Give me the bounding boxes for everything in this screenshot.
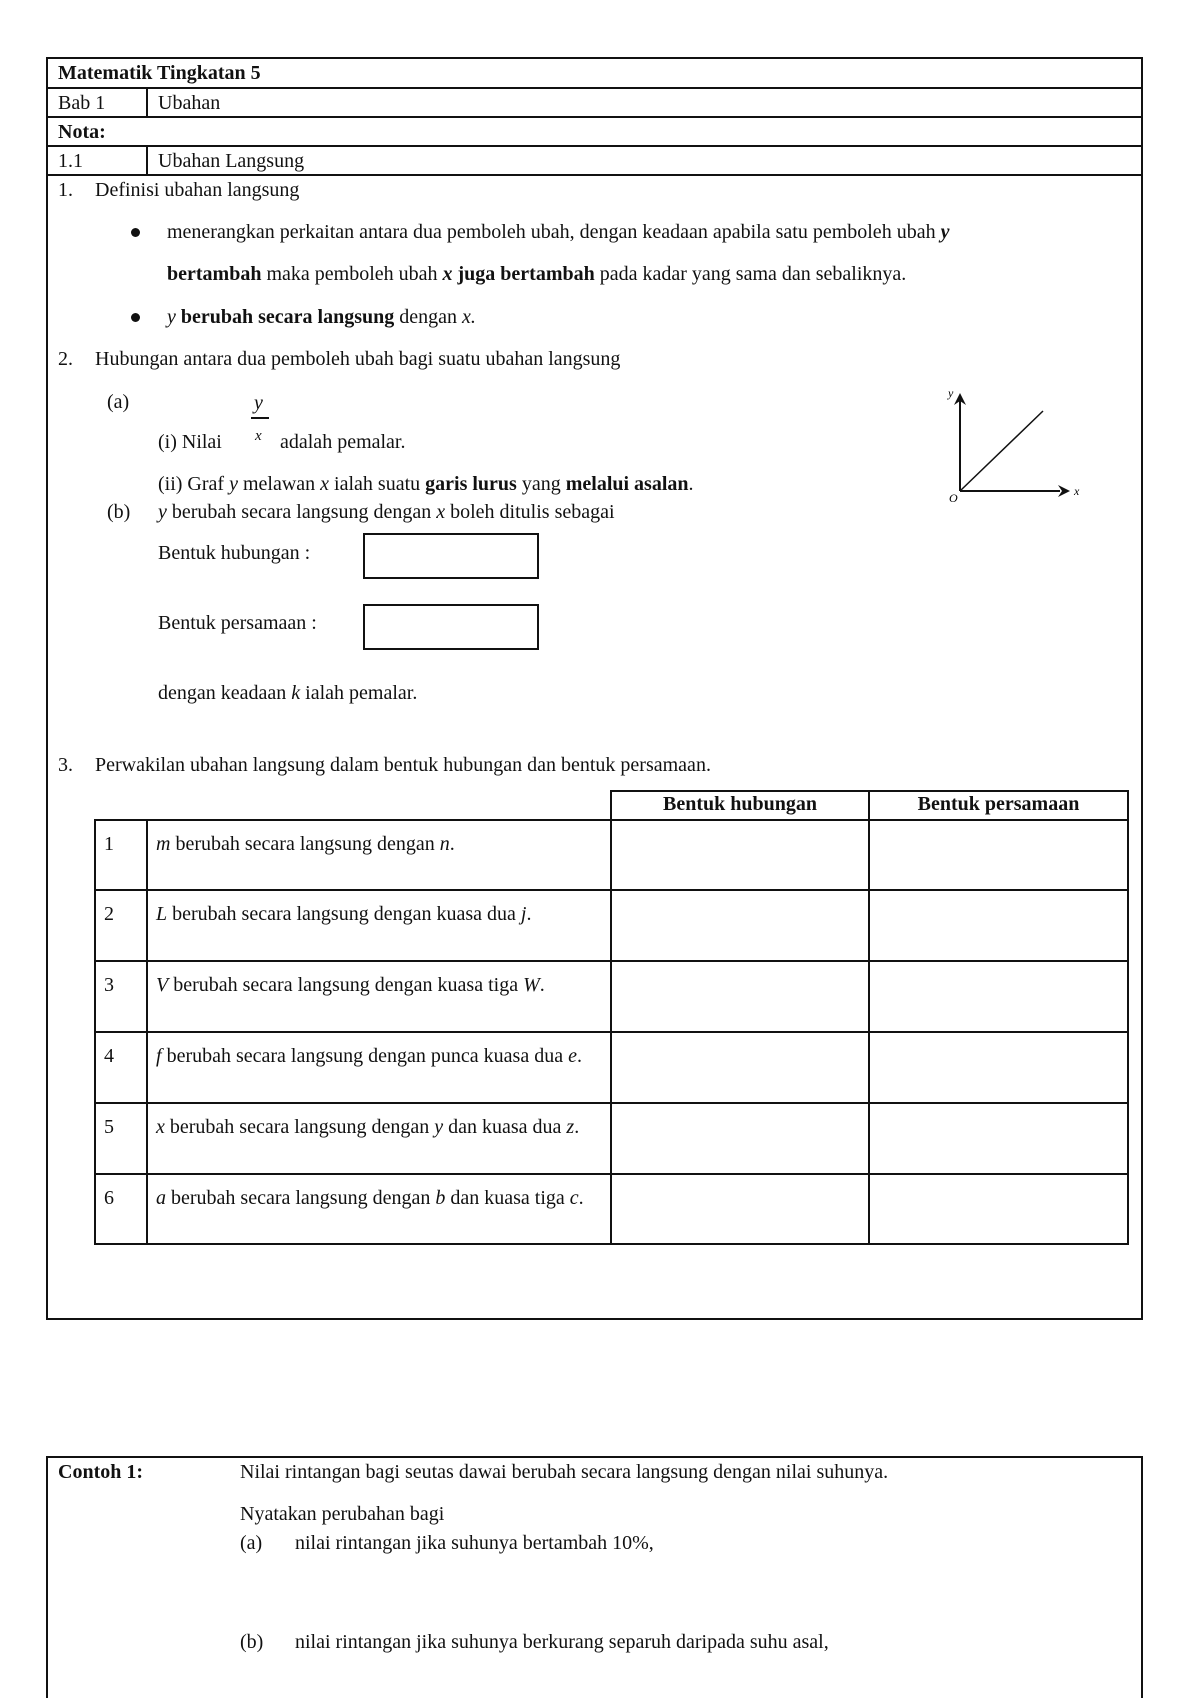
example-frame-top — [46, 1456, 1143, 1458]
frame-bottom — [46, 1318, 1143, 1320]
row-statement: m berubah secara langsung dengan n. — [147, 820, 611, 890]
part-b-text: y berubah secara langsung dengan x boleh ditulis sebagai — [158, 501, 615, 523]
point-2-number: 2. — [58, 348, 73, 370]
relation-answer-cell[interactable] — [611, 1032, 869, 1103]
representation-table — [94, 790, 1129, 1245]
example-part-a-label: (a) — [240, 1532, 263, 1554]
table-row — [95, 820, 1128, 890]
doc-title: Matematik Tingkatan 5 — [58, 62, 261, 84]
equation-answer-cell[interactable] — [869, 961, 1128, 1032]
bullet-icon — [131, 313, 140, 322]
section-number: 1.1 — [58, 150, 83, 172]
relation-answer-cell[interactable] — [611, 1103, 869, 1174]
row-statement: a berubah secara langsung dengan b dan kuasa tiga c. — [147, 1174, 611, 1244]
relation-answer-cell[interactable] — [611, 961, 869, 1032]
relation-answer-cell[interactable] — [611, 820, 869, 890]
definition-line-3: y berubah secara langsung dengan x. — [167, 306, 476, 328]
table-row — [95, 1174, 1128, 1244]
point-3-number: 3. — [58, 754, 73, 776]
frame-col-divider — [146, 87, 148, 117]
graph-direct-line — [960, 411, 1043, 491]
example-part-b-label: (b) — [240, 1631, 264, 1653]
row-number: 6 — [95, 1174, 147, 1244]
example-label: Contoh 1: — [58, 1461, 144, 1483]
equation-answer-cell[interactable] — [869, 1103, 1128, 1174]
equation-form-answer-box[interactable] — [363, 604, 539, 650]
section-name: Ubahan Langsung — [158, 150, 305, 172]
row-statement: x berubah secara langsung dengan y dan kuasa dua z. — [147, 1103, 611, 1174]
frame-top — [46, 57, 1143, 59]
example-statement: Nilai rintangan bagi seutas dawai berubah secara langsung dengan nilai suhunya. — [240, 1461, 889, 1483]
row-number: 1 — [95, 820, 147, 890]
relation-form-label: Bentuk hubungan : — [158, 542, 311, 564]
example-frame-left — [46, 1456, 48, 1698]
fraction-bar — [251, 417, 269, 419]
row-number: 5 — [95, 1103, 147, 1174]
graph-origin-label: O — [949, 491, 958, 505]
column-header-equation: Bentuk persamaan — [869, 791, 1128, 820]
table-row — [95, 1032, 1128, 1103]
part-a-label: (a) — [107, 391, 130, 413]
part-b-label: (b) — [107, 501, 131, 523]
column-header-relation: Bentuk hubungan — [611, 791, 869, 820]
point-3-title: Perwakilan ubahan langsung dalam bentuk hubungan dan bentuk persamaan. — [95, 754, 711, 776]
row-number: 2 — [95, 890, 147, 961]
equation-answer-cell[interactable] — [869, 1174, 1128, 1244]
definition-line-1: menerangkan perkaitan antara dua pemboleh ubah, dengan keadaan apabila satu pemboleh ubah y — [167, 221, 950, 243]
fraction-numerator: y — [254, 392, 263, 414]
bullet-icon — [131, 228, 140, 237]
notes-label: Nota: — [58, 121, 106, 143]
graph-x-label: x — [1074, 484, 1080, 498]
equation-answer-cell[interactable] — [869, 890, 1128, 961]
point-1-title: Definisi ubahan langsung — [95, 179, 300, 201]
point-2-title: Hubungan antara dua pemboleh ubah bagi suatu ubahan langsung — [95, 348, 621, 370]
example-intro: Nyatakan perubahan bagi — [240, 1503, 445, 1525]
table-header-row — [95, 791, 1128, 820]
example-part-a-text: nilai rintangan jika suhunya bertambah 10%, — [295, 1532, 654, 1554]
chapter-name: Ubahan — [158, 92, 221, 114]
direct-variation-graph — [940, 385, 1110, 515]
point-1-number: 1. — [58, 179, 73, 201]
frame-right — [1141, 57, 1143, 1320]
part-a-i-label: (i) Nilai — [158, 431, 222, 453]
relation-answer-cell[interactable] — [611, 1174, 869, 1244]
graph-y-label: y — [948, 386, 954, 400]
row-statement: L berubah secara langsung dengan kuasa dua j. — [147, 890, 611, 961]
row-statement: f berubah secara langsung dengan punca kuasa dua e. — [147, 1032, 611, 1103]
equation-answer-cell[interactable] — [869, 1032, 1128, 1103]
example-part-b-text: nilai rintangan jika suhunya berkurang separuh daripada suhu asal, — [295, 1631, 829, 1653]
constant-note: dengan keadaan k ialah pemalar. — [158, 682, 418, 704]
equation-answer-cell[interactable] — [869, 820, 1128, 890]
frame-row-line — [46, 116, 1143, 118]
part-a-ii-text: (ii) Graf y melawan x ialah suatu garis lurus yang melalui asalan. — [158, 473, 694, 495]
chapter-number: Bab 1 — [58, 92, 106, 114]
part-a-i-text: adalah pemalar. — [280, 431, 406, 453]
row-number: 3 — [95, 961, 147, 1032]
definition-line-2: bertambah maka pemboleh ubah x juga bertambah pada kadar yang sama dan sebaliknya. — [167, 263, 907, 285]
frame-row-line — [46, 174, 1143, 176]
row-number: 4 — [95, 1032, 147, 1103]
table-row — [95, 1103, 1128, 1174]
frame-left — [46, 57, 48, 1320]
equation-form-label: Bentuk persamaan : — [158, 612, 317, 634]
relation-answer-cell[interactable] — [611, 890, 869, 961]
relation-form-answer-box[interactable] — [363, 533, 539, 579]
row-statement: V berubah secara langsung dengan kuasa tiga W. — [147, 961, 611, 1032]
table-row — [95, 890, 1128, 961]
fraction-denominator: x — [255, 428, 262, 444]
table-row — [95, 961, 1128, 1032]
example-frame-right — [1141, 1456, 1143, 1698]
frame-col-divider — [146, 145, 148, 175]
frame-row-line — [46, 145, 1143, 147]
frame-row-line — [46, 87, 1143, 89]
